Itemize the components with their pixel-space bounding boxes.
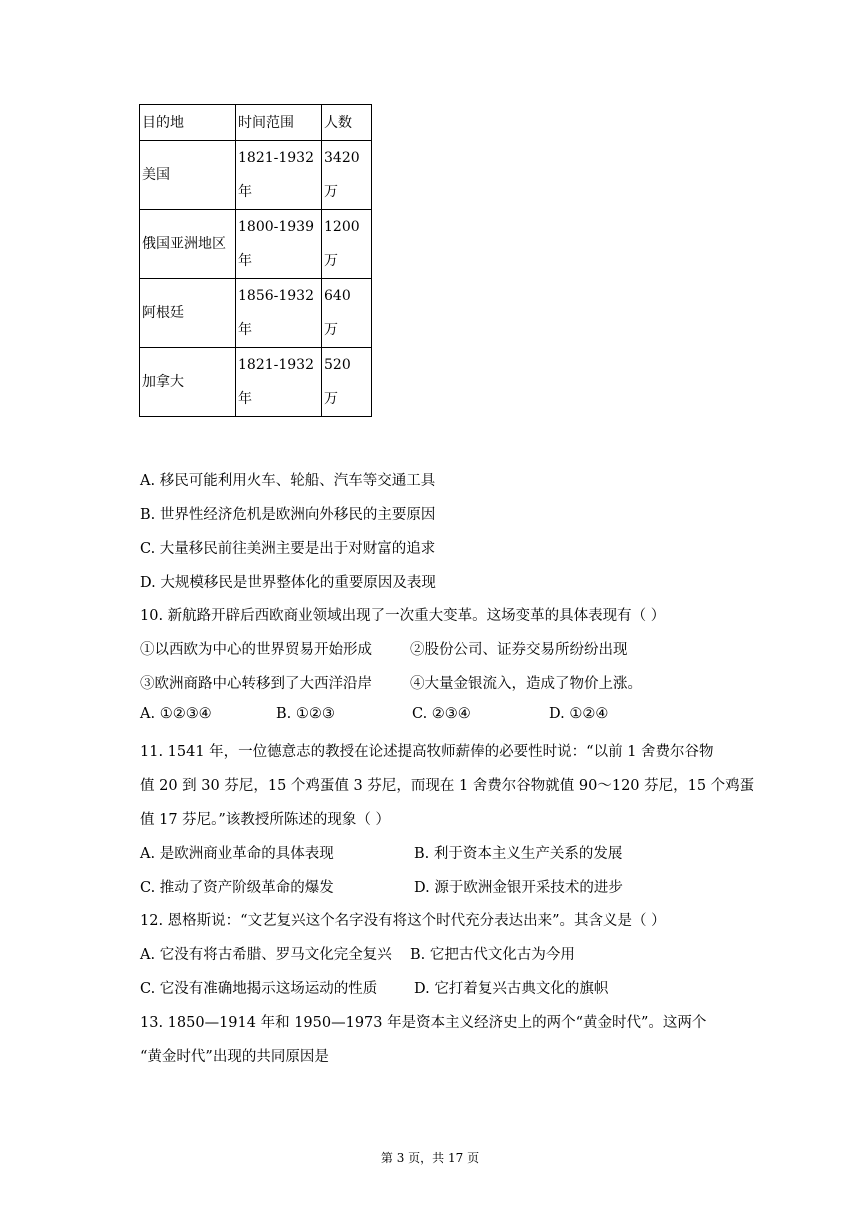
q10-option-c: C. ②③④ — [412, 706, 471, 722]
table-cell-count: 1200 万 — [322, 210, 372, 279]
q10-item-2: ②股份公司、证券交易所纷纷出现 — [410, 642, 628, 658]
table-cell-dest: 俄国亚洲地区 — [140, 210, 236, 279]
q13-stem-line-1: 13. 1850—1914 年和 1950—1973 年是资本主义经济史上的两个“黄金时代”。这两个 — [140, 1015, 707, 1031]
table-cell-dest: 美国 — [140, 141, 236, 210]
table-cell-dest: 加拿大 — [140, 348, 236, 417]
table-cell-range: 1856-1932 年 — [236, 279, 322, 348]
page-footer: 第 3 页，共 17 页 — [380, 1151, 480, 1165]
migration-table — [139, 104, 372, 417]
q10-option-a: A. ①②③④ — [140, 706, 212, 722]
q11-option-a: A. 是欧洲商业革命的具体表现 — [140, 846, 334, 862]
table-header-row — [140, 105, 372, 141]
q10-stem: 10. 新航路开辟后西欧商业领域出现了一次重大变革。这场变革的具体表现有（ ） — [140, 608, 666, 624]
q12-option-d: D. 它打着复兴古典文化的旗帜 — [414, 981, 609, 997]
q9-option-c: C. 大量移民前往美洲主要是出于对财富的追求 — [140, 541, 436, 557]
q11-option-b: B. 利于资本主义生产关系的发展 — [414, 846, 623, 862]
q12-option-b: B. 它把古代文化古为今用 — [410, 947, 575, 963]
table-header-cell: 人数 — [322, 105, 372, 141]
q9-option-a: A. 移民可能利用火车、轮船、汽车等交通工具 — [140, 473, 436, 489]
table-cell-count: 640 万 — [322, 279, 372, 348]
q11-stem-line-3: 值 17 芬尼。”该教授所陈述的现象（ ） — [140, 812, 390, 828]
table-cell-count: 3420 万 — [322, 141, 372, 210]
table-header-cell: 时间范围 — [236, 105, 322, 141]
table-row — [140, 141, 372, 210]
q11-stem-line-2: 值 20 到 30 芬尼，15 个鸡蛋值 3 芬尼，而现在 1 舍费尔谷物就值 90～120 芬尼，15 个鸡蛋 — [140, 778, 755, 794]
q12-option-c: C. 它没有准确地揭示这场运动的性质 — [140, 981, 378, 997]
table-row — [140, 210, 372, 279]
q10-item-1: ①以西欧为中心的世界贸易开始形成 — [140, 642, 372, 658]
q10-item-3: ③欧洲商路中心转移到了大西洋沿岸 — [140, 676, 372, 692]
q9-option-b: B. 世界性经济危机是欧洲向外移民的主要原因 — [140, 507, 436, 523]
q10-item-4: ④大量金银流入，造成了物价上涨。 — [410, 676, 642, 692]
q10-option-b: B. ①②③ — [276, 706, 335, 722]
q12-option-a: A. 它没有将古希腊、罗马文化完全复兴 — [140, 947, 392, 963]
table-header-cell: 目的地 — [140, 105, 236, 141]
table-cell-range: 1800-1939 年 — [236, 210, 322, 279]
table-cell-dest: 阿根廷 — [140, 279, 236, 348]
q9-option-d: D. 大规模移民是世界整体化的重要原因及表现 — [140, 575, 436, 591]
q11-option-d: D. 源于欧洲金银开采技术的进步 — [414, 880, 623, 896]
q12-stem: 12. 恩格斯说：“文艺复兴这个名字没有将这个时代充分表达出来”。其含义是（ ） — [140, 913, 666, 929]
q11-option-c: C. 推动了资产阶级革命的爆发 — [140, 880, 334, 896]
q11-stem-line-1: 11. 1541 年，一位德意志的教授在论述提高牧师薪俸的必要性时说：“以前 1 舍费尔谷物 — [140, 744, 714, 760]
q10-option-d: D. ①②④ — [549, 706, 609, 722]
table-cell-count: 520 万 — [322, 348, 372, 417]
table-row — [140, 348, 372, 417]
table-row — [140, 279, 372, 348]
table-cell-range: 1821-1932 年 — [236, 348, 322, 417]
table-cell-range: 1821-1932 年 — [236, 141, 322, 210]
q13-stem-line-2: “黄金时代”出现的共同原因是 — [140, 1049, 329, 1065]
